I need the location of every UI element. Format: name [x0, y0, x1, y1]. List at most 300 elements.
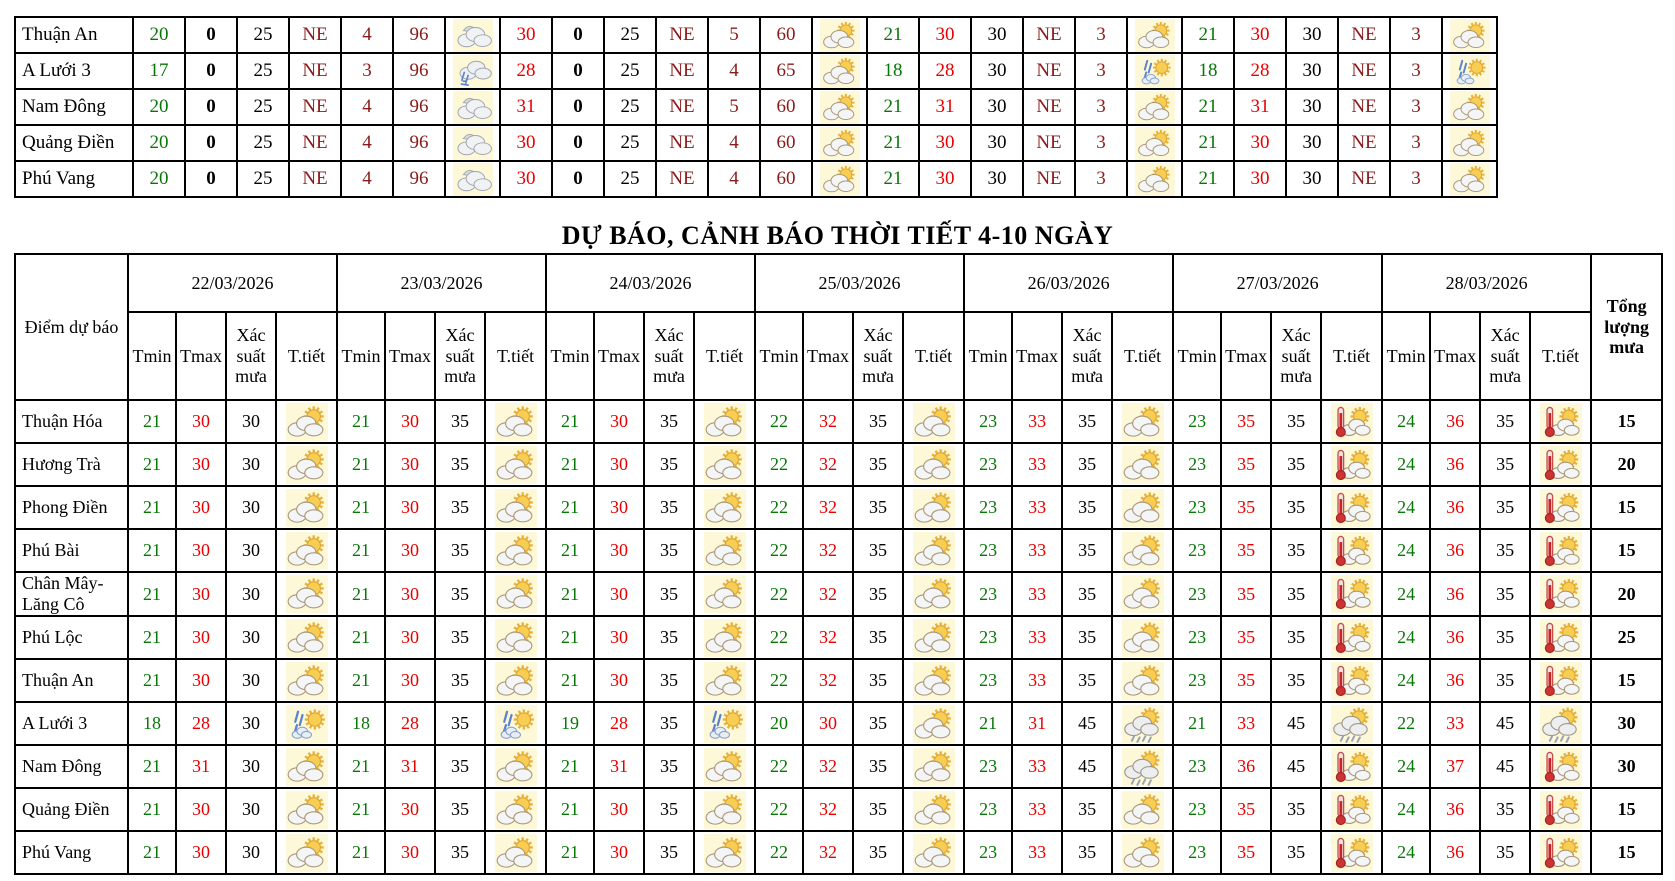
- rain-probability-value: 35: [1062, 831, 1112, 874]
- hot-icon: [1530, 400, 1591, 443]
- sun-cloud-icon: [812, 125, 867, 161]
- hot-icon: [1530, 659, 1591, 702]
- tmax-value: 31: [176, 745, 226, 788]
- tmin-value: 23: [964, 616, 1012, 659]
- sun-cloud-icon: [485, 788, 546, 831]
- value-cell: 0: [185, 161, 237, 197]
- sun-cloud-icon: [903, 702, 964, 745]
- tmax-value: 30: [176, 400, 226, 443]
- sun-rain-icon: [694, 702, 755, 745]
- sun-cloud-icon: [694, 486, 755, 529]
- tmin-value: 23: [964, 831, 1012, 874]
- tmax-value: 31: [594, 745, 644, 788]
- rain-probability-value: 35: [1062, 443, 1112, 486]
- tmax-value: 33: [1012, 572, 1062, 616]
- tmin-value: 24: [1382, 745, 1430, 788]
- tmin-value: 22: [755, 788, 803, 831]
- sun-cloud-icon: [812, 161, 867, 197]
- tmin-value: 23: [964, 443, 1012, 486]
- value-cell: 20: [133, 125, 185, 161]
- tmax-value: 32: [803, 788, 853, 831]
- station-name: Quảng Điền: [15, 125, 133, 161]
- value-cell: 30: [1234, 125, 1286, 161]
- value-cell: 25: [237, 17, 289, 53]
- corner-header: Điểm dự báo: [15, 254, 128, 400]
- tmax-value: 36: [1430, 616, 1480, 659]
- tmax-value: 32: [803, 572, 853, 616]
- rain-probability-value: 35: [644, 745, 694, 788]
- sun-rain-icon: [1442, 53, 1497, 89]
- forecast-body: [15, 400, 1662, 874]
- value-cell: 30: [1286, 17, 1338, 53]
- value-cell: 25: [604, 17, 656, 53]
- value-cell: 25: [604, 125, 656, 161]
- hot-icon: [1321, 616, 1382, 659]
- tmin-value: 22: [755, 745, 803, 788]
- tmax-value: 33: [1012, 788, 1062, 831]
- sun-cloud-icon: [694, 400, 755, 443]
- rain-probability-value: 35: [1480, 400, 1530, 443]
- tmin-value: 23: [1173, 572, 1221, 616]
- total-rain-value: 20: [1591, 572, 1662, 616]
- rain-probability-value: 35: [1480, 486, 1530, 529]
- sun-cloud-icon: [1112, 572, 1173, 616]
- value-cell: 25: [604, 53, 656, 89]
- rain-probability-value: 35: [1480, 572, 1530, 616]
- tmax-value: 33: [1012, 400, 1062, 443]
- value-cell: 65: [760, 53, 812, 89]
- station-row: [15, 125, 1497, 161]
- forecast-header: [15, 254, 1662, 400]
- value-cell: 17: [133, 53, 185, 89]
- tmin-value: 24: [1382, 831, 1430, 874]
- tmin-value: 21: [128, 529, 176, 572]
- date-header: 27/03/2026: [1173, 254, 1382, 312]
- rain-probability-value: 35: [853, 529, 903, 572]
- tmax-value: 36: [1430, 486, 1480, 529]
- tmax-header: Tmax: [176, 312, 226, 400]
- tmin-value: 21: [337, 572, 385, 616]
- tmin-value: 19: [546, 702, 594, 745]
- tmin-header: Tmin: [128, 312, 176, 400]
- tmin-value: 21: [546, 831, 594, 874]
- value-cell: NE: [1023, 17, 1075, 53]
- sun-cloud-icon: [276, 788, 337, 831]
- value-cell: 30: [971, 17, 1023, 53]
- rain-probability-value: 30: [226, 702, 276, 745]
- rain-probability-header: Xác suất mưa: [853, 312, 903, 400]
- value-cell: 0: [552, 89, 604, 125]
- location-name: Hương Trà: [15, 443, 128, 486]
- sun-rain-icon: [485, 702, 546, 745]
- tmax-header: Tmax: [1430, 312, 1480, 400]
- value-cell: 0: [185, 53, 237, 89]
- value-cell: 30: [971, 125, 1023, 161]
- value-cell: 30: [1286, 161, 1338, 197]
- sun-cloud-icon: [1442, 89, 1497, 125]
- rain-probability-value: 30: [226, 788, 276, 831]
- date-header: 28/03/2026: [1382, 254, 1591, 312]
- tmax-value: 30: [594, 659, 644, 702]
- rain-probability-value: 30: [226, 572, 276, 616]
- value-cell: 25: [237, 89, 289, 125]
- rain-probability-value: 35: [435, 400, 485, 443]
- value-cell: 25: [237, 125, 289, 161]
- sun-cloud-icon: [694, 443, 755, 486]
- rain-probability-value: 35: [1271, 616, 1321, 659]
- station-row: [15, 89, 1497, 125]
- value-cell: 3: [1390, 125, 1442, 161]
- tmin-value: 23: [964, 745, 1012, 788]
- station-name: Phú Vang: [15, 161, 133, 197]
- forecast-row: [15, 616, 1662, 659]
- forecast-row: [15, 486, 1662, 529]
- value-cell: 30: [1286, 53, 1338, 89]
- sun-cloud-drizzle-icon: [1530, 702, 1591, 745]
- hot-icon: [1530, 831, 1591, 874]
- tmin-value: 23: [964, 400, 1012, 443]
- value-cell: 60: [760, 17, 812, 53]
- rain-probability-value: 35: [1271, 659, 1321, 702]
- tmax-value: 30: [385, 572, 435, 616]
- rain-probability-value: 35: [435, 443, 485, 486]
- forecast-row: [15, 443, 1662, 486]
- location-name: Thuận Hóa: [15, 400, 128, 443]
- tmax-value: 30: [594, 616, 644, 659]
- tmax-value: 28: [594, 702, 644, 745]
- tmin-value: 21: [128, 572, 176, 616]
- rain-probability-value: 35: [853, 486, 903, 529]
- tmax-value: 30: [385, 788, 435, 831]
- rain-probability-value: 35: [435, 745, 485, 788]
- tmax-value: 28: [176, 702, 226, 745]
- tmin-value: 21: [546, 572, 594, 616]
- rain-probability-value: 35: [1271, 572, 1321, 616]
- rain-probability-value: 45: [1480, 702, 1530, 745]
- sun-cloud-icon: [276, 486, 337, 529]
- tmax-value: 33: [1012, 529, 1062, 572]
- value-cell: 21: [867, 161, 919, 197]
- rain-probability-value: 35: [435, 831, 485, 874]
- value-cell: 3: [1075, 53, 1127, 89]
- sun-cloud-icon: [694, 831, 755, 874]
- hot-icon: [1321, 400, 1382, 443]
- tmin-value: 22: [755, 659, 803, 702]
- tmin-value: 21: [128, 616, 176, 659]
- rain-probability-value: 45: [1062, 702, 1112, 745]
- rain-probability-value: 35: [435, 788, 485, 831]
- tmax-value: 30: [176, 486, 226, 529]
- sun-cloud-icon: [1442, 17, 1497, 53]
- rain-probability-value: 35: [1271, 400, 1321, 443]
- value-cell: 60: [760, 125, 812, 161]
- value-cell: NE: [289, 17, 341, 53]
- tmax-value: 30: [176, 788, 226, 831]
- hot-icon: [1530, 529, 1591, 572]
- location-name: A Lưới 3: [15, 702, 128, 745]
- tmin-value: 22: [755, 529, 803, 572]
- tmin-value: 23: [964, 788, 1012, 831]
- sun-cloud-icon: [485, 659, 546, 702]
- tmax-value: 30: [385, 443, 435, 486]
- total-rain-value: 25: [1591, 616, 1662, 659]
- forecast-row: [15, 788, 1662, 831]
- value-cell: 3: [1390, 161, 1442, 197]
- tmax-value: 30: [385, 659, 435, 702]
- value-cell: 96: [393, 161, 445, 197]
- rain-probability-value: 35: [435, 659, 485, 702]
- subheader-row: [15, 312, 1662, 400]
- sun-cloud-icon: [903, 443, 964, 486]
- location-name: Chân Mây-Lăng Cô: [15, 572, 128, 616]
- location-name: Phú Bài: [15, 529, 128, 572]
- hot-icon: [1530, 788, 1591, 831]
- rain-probability-header: Xác suất mưa: [226, 312, 276, 400]
- tmax-value: 33: [1012, 745, 1062, 788]
- rain-probability-value: 35: [644, 616, 694, 659]
- value-cell: 30: [971, 89, 1023, 125]
- hot-icon: [1530, 616, 1591, 659]
- tmax-value: 32: [803, 529, 853, 572]
- tmax-value: 30: [594, 400, 644, 443]
- tmax-value: 30: [803, 702, 853, 745]
- value-cell: 25: [237, 53, 289, 89]
- rain-probability-value: 35: [853, 831, 903, 874]
- sun-cloud-icon: [1112, 616, 1173, 659]
- tmax-value: 30: [594, 443, 644, 486]
- value-cell: NE: [289, 53, 341, 89]
- rain-probability-value: 35: [644, 572, 694, 616]
- hot-icon: [1530, 572, 1591, 616]
- sun-rain-icon: [276, 702, 337, 745]
- tmin-value: 21: [128, 443, 176, 486]
- tmax-value: 33: [1012, 443, 1062, 486]
- total-rain-value: 15: [1591, 529, 1662, 572]
- total-rain-value: 15: [1591, 659, 1662, 702]
- value-cell: 20: [133, 17, 185, 53]
- tmax-value: 33: [1012, 659, 1062, 702]
- value-cell: 4: [708, 125, 760, 161]
- tmin-value: 24: [1382, 486, 1430, 529]
- station-row: [15, 17, 1497, 53]
- value-cell: 5: [708, 17, 760, 53]
- value-cell: 21: [1182, 161, 1234, 197]
- tmax-header: Tmax: [594, 312, 644, 400]
- rain-probability-value: 35: [1062, 616, 1112, 659]
- tmin-header: Tmin: [755, 312, 803, 400]
- sun-cloud-icon: [1112, 659, 1173, 702]
- value-cell: NE: [1023, 89, 1075, 125]
- value-cell: NE: [656, 125, 708, 161]
- location-name: Phú Lộc: [15, 616, 128, 659]
- tmax-value: 32: [803, 745, 853, 788]
- tmax-value: 30: [385, 529, 435, 572]
- tmin-value: 23: [1173, 529, 1221, 572]
- tmin-header: Tmin: [1382, 312, 1430, 400]
- value-cell: NE: [1338, 89, 1390, 125]
- value-cell: 20: [133, 89, 185, 125]
- tmax-value: 35: [1221, 400, 1271, 443]
- value-cell: 96: [393, 125, 445, 161]
- value-cell: 96: [393, 89, 445, 125]
- sun-cloud-icon: [903, 400, 964, 443]
- value-cell: 0: [185, 17, 237, 53]
- medium-range-forecast-table: [14, 253, 1663, 875]
- value-cell: 21: [867, 125, 919, 161]
- tmin-value: 21: [337, 788, 385, 831]
- forecast-row: [15, 702, 1662, 745]
- tmin-value: 23: [1173, 831, 1221, 874]
- date-header: 26/03/2026: [964, 254, 1173, 312]
- tmin-value: 23: [1173, 443, 1221, 486]
- rain-probability-value: 35: [1062, 659, 1112, 702]
- value-cell: 3: [1075, 17, 1127, 53]
- value-cell: 0: [185, 89, 237, 125]
- sun-cloud-drizzle-icon: [1112, 745, 1173, 788]
- rain-probability-value: 35: [1062, 400, 1112, 443]
- tmax-value: 36: [1221, 745, 1271, 788]
- hot-icon: [1530, 486, 1591, 529]
- sun-cloud-icon: [485, 831, 546, 874]
- sun-cloud-icon: [1112, 788, 1173, 831]
- sun-cloud-icon: [812, 17, 867, 53]
- total-rain-value: 30: [1591, 745, 1662, 788]
- rain-probability-value: 35: [1062, 486, 1112, 529]
- rain-probability-value: 35: [1271, 788, 1321, 831]
- value-cell: 28: [1234, 53, 1286, 89]
- rain-probability-value: 45: [1062, 745, 1112, 788]
- tmin-value: 18: [337, 702, 385, 745]
- value-cell: 4: [708, 53, 760, 89]
- sun-cloud-icon: [812, 89, 867, 125]
- sun-cloud-icon: [485, 745, 546, 788]
- value-cell: 3: [1390, 89, 1442, 125]
- value-cell: 5: [708, 89, 760, 125]
- tmax-value: 30: [594, 529, 644, 572]
- tmax-value: 33: [1012, 831, 1062, 874]
- value-cell: 4: [341, 125, 393, 161]
- date-header: 23/03/2026: [337, 254, 546, 312]
- rain-probability-value: 45: [1480, 745, 1530, 788]
- tmin-value: 21: [546, 443, 594, 486]
- tmin-value: 21: [546, 745, 594, 788]
- total-rain-value: 20: [1591, 443, 1662, 486]
- tmax-header: Tmax: [803, 312, 853, 400]
- forecast-row: [15, 745, 1662, 788]
- rain-probability-header: Xác suất mưa: [1271, 312, 1321, 400]
- tmax-value: 33: [1012, 616, 1062, 659]
- rain-probability-value: 35: [435, 486, 485, 529]
- value-cell: 25: [604, 89, 656, 125]
- sun-cloud-icon: [903, 616, 964, 659]
- sun-cloud-icon: [694, 788, 755, 831]
- short-term-forecast-table: [14, 16, 1498, 198]
- tmin-value: 21: [964, 702, 1012, 745]
- rain-probability-value: 35: [853, 702, 903, 745]
- hot-icon: [1321, 572, 1382, 616]
- rain-probability-value: 35: [644, 702, 694, 745]
- tmax-value: 30: [176, 572, 226, 616]
- value-cell: 30: [1286, 125, 1338, 161]
- tmin-value: 24: [1382, 400, 1430, 443]
- value-cell: 30: [500, 17, 552, 53]
- hot-icon: [1530, 745, 1591, 788]
- value-cell: 28: [500, 53, 552, 89]
- hot-icon: [1321, 831, 1382, 874]
- tmin-value: 22: [755, 572, 803, 616]
- value-cell: 4: [708, 161, 760, 197]
- tmax-value: 33: [1012, 486, 1062, 529]
- tmin-value: 23: [1173, 616, 1221, 659]
- weather-header: T.tiết: [903, 312, 964, 400]
- sun-cloud-icon: [694, 572, 755, 616]
- tmin-value: 21: [128, 400, 176, 443]
- value-cell: 31: [500, 89, 552, 125]
- tmin-value: 24: [1382, 616, 1430, 659]
- tmax-value: 32: [803, 400, 853, 443]
- value-cell: 21: [1182, 17, 1234, 53]
- tmax-value: 36: [1430, 572, 1480, 616]
- sun-cloud-icon: [1112, 529, 1173, 572]
- tmax-value: 33: [1221, 702, 1271, 745]
- tmax-value: 36: [1430, 400, 1480, 443]
- sun-cloud-icon: [276, 443, 337, 486]
- station-name: A Lưới 3: [15, 53, 133, 89]
- hot-icon: [1321, 788, 1382, 831]
- location-name: Thuận An: [15, 659, 128, 702]
- tmin-value: 24: [1382, 659, 1430, 702]
- rain-probability-value: 35: [1480, 831, 1530, 874]
- value-cell: 21: [1182, 125, 1234, 161]
- location-name: Phong Điền: [15, 486, 128, 529]
- rain-probability-value: 30: [226, 443, 276, 486]
- tmax-value: 30: [176, 616, 226, 659]
- value-cell: 21: [1182, 89, 1234, 125]
- sun-cloud-icon: [1112, 831, 1173, 874]
- tmax-value: 30: [176, 831, 226, 874]
- tmax-value: 30: [385, 616, 435, 659]
- tmin-value: 21: [546, 400, 594, 443]
- value-cell: 3: [1075, 125, 1127, 161]
- tmin-value: 24: [1382, 788, 1430, 831]
- rain-probability-value: 30: [226, 616, 276, 659]
- tmax-value: 32: [803, 659, 853, 702]
- value-cell: NE: [289, 89, 341, 125]
- rain-probability-value: 35: [1480, 659, 1530, 702]
- sun-cloud-icon: [276, 529, 337, 572]
- rain-probability-value: 35: [1480, 788, 1530, 831]
- rain-probability-value: 35: [1062, 572, 1112, 616]
- rain-probability-value: 35: [435, 616, 485, 659]
- value-cell: 31: [919, 89, 971, 125]
- rain-probability-value: 35: [644, 831, 694, 874]
- value-cell: NE: [1023, 161, 1075, 197]
- weather-header: T.tiết: [276, 312, 337, 400]
- tmin-value: 21: [128, 788, 176, 831]
- station-row: [15, 53, 1497, 89]
- tmin-value: 21: [546, 616, 594, 659]
- station-row: [15, 161, 1497, 197]
- tmax-value: 32: [803, 443, 853, 486]
- tmin-header: Tmin: [337, 312, 385, 400]
- station-name: Thuận An: [15, 17, 133, 53]
- sun-cloud-icon: [485, 400, 546, 443]
- sun-cloud-icon: [694, 659, 755, 702]
- tmin-value: 23: [1173, 659, 1221, 702]
- tmax-value: 32: [803, 831, 853, 874]
- sun-cloud-icon: [694, 745, 755, 788]
- tmax-value: 30: [594, 572, 644, 616]
